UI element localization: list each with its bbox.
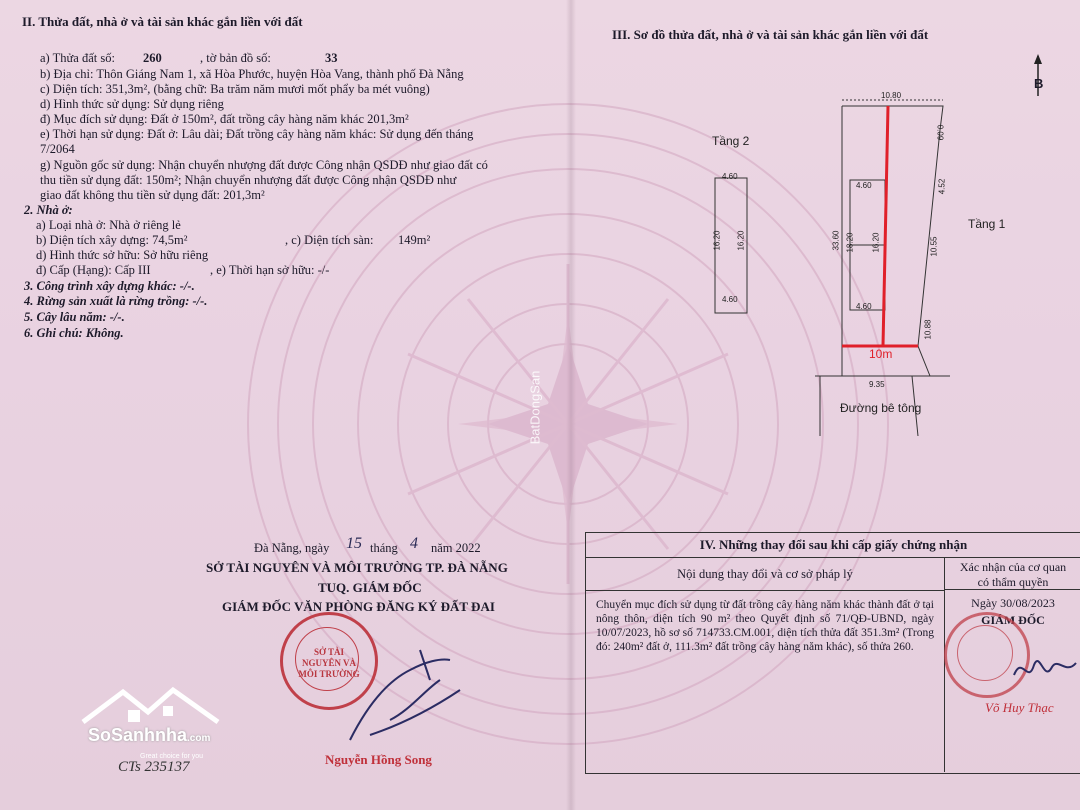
dim-left-total: 33.60: [831, 230, 841, 251]
built-area: b) Diện tích xây dựng: 74,5m²: [36, 233, 188, 247]
col2-header-line1: Xác nhận của cơ quan: [959, 560, 1067, 574]
changes-col1-header: Nội dung thay đổi và cơ sở pháp lý: [586, 558, 944, 591]
f2-dim-right: 16.20: [736, 230, 746, 251]
signer-name: Nguyễn Hồng Song: [325, 752, 432, 767]
section-ii-title: II. Thửa đất, nhà ở và tài sản khác gắn liền với đất: [22, 14, 303, 29]
changes-title: IV. Những thay đổi sau khi cấp giấy chứng nhận: [586, 533, 1080, 558]
area: c) Diện tích: 351,3m², (bằng chữ: Ba trăm năm mươi mốt phẩy ba mét vuông): [40, 82, 430, 96]
dim-right-c: 10.88: [923, 319, 933, 340]
confirm-date: Ngày 30/08/2023: [971, 596, 1055, 610]
north-label: B: [1034, 76, 1044, 91]
office-director-title: GIÁM ĐỐC VĂN PHÒNG ĐĂNG KÝ ĐẤT ĐAI: [222, 599, 495, 614]
usage-form: d) Hình thức sử dụng: Sử dụng riêng: [40, 97, 224, 111]
floor-area-label: , c) Diện tích sàn:: [285, 233, 374, 247]
map-number: 33: [325, 51, 338, 65]
confirm-signer: Võ Huy Thạc: [985, 700, 1054, 715]
changes-content: Chuyển mục đích sử dụng từ đất trồng cây hàng năm khác thành đất ở tại nông thôn, diện tích 90 m² theo Quyết định số 71/QĐ-UBND, ngày 10/07/2023, hồ sơ số 714733.CM.001, diện tích thửa đất 351.3m² (Trong đó: 240m² đất ở, 111.3m² đất trồng cây hàng năm khác), số thửa 260.: [596, 599, 934, 653]
usage-term: e) Thời hạn sử dụng: Đất ở: Lâu dài; Đất trồng cây hàng năm khác: Sử dụng đến tháng: [40, 127, 474, 141]
map-label: , tờ bản đồ số:: [200, 51, 271, 65]
f2-dim-top: 4.60: [722, 172, 738, 181]
signing-year: năm 2022: [431, 541, 481, 555]
dim-inner-w-top: 4.60: [856, 181, 872, 190]
signing-day: 15: [346, 535, 362, 552]
house-logo-icon: [78, 684, 228, 729]
section-iii-title: III. Sơ đồ thửa đất, nhà ở và tài sản khác gắn liền với đất: [612, 27, 929, 42]
changes-col2-header: [945, 558, 1080, 590]
stamp-text: SỞ TÀI NGUYÊN VÀ MÔI TRƯỜNG: [298, 647, 360, 679]
changes-content-column: [586, 558, 945, 772]
address: b) Địa chỉ: Thôn Giáng Nam 1, xã Hòa Phước, huyện Hòa Vang, thành phố Đà Nẵng: [40, 67, 464, 81]
signing-month: 4: [410, 535, 418, 552]
dim-top: 10.80: [881, 91, 902, 100]
house-title: 2. Nhà ở:: [24, 203, 73, 217]
department-name: SỞ TÀI NGUYÊN VÀ MÔI TRƯỜNG TP. ĐÀ NẴNG: [206, 560, 508, 575]
dim-inner-w-bot: 4.60: [856, 302, 872, 311]
page-fold: [566, 0, 576, 810]
usage-purpose: đ) Mục đích sử dụng: Đất ở 150m², đất trồng cây hàng năm khác 201,3m²: [40, 112, 409, 126]
vertical-watermark: BatDongSan: [527, 370, 543, 445]
brand-name: [88, 725, 211, 746]
confirm-title: GIÁM ĐỐC: [981, 613, 1045, 627]
north-arrow-icon: [1028, 52, 1048, 98]
dim-right-b: 10.55: [929, 236, 939, 257]
perennial-trees: 5. Cây lâu năm: -/-.: [24, 310, 125, 324]
parcel-label: a) Thửa đất số:: [40, 51, 115, 65]
usage-origin: g) Nguồn gốc sử dụng: Nhận chuyển nhượng đất được Công nhận QSDĐ như giao đất có: [40, 158, 488, 172]
usage-origin-cont-1: thu tiền sử dụng đất: 150m²; Nhận chuyển nhượng đất được Công nhận QSDĐ như: [40, 173, 457, 187]
f2-dim-left: 16.20: [712, 230, 722, 251]
dim-inner-b: 16.20: [871, 232, 881, 253]
director-signature: [330, 640, 490, 750]
production-forest: 4. Rừng sản xuất là rừng trồng: -/-.: [24, 294, 208, 308]
usage-term-cont: 7/2064: [40, 142, 75, 156]
ownership-term: , e) Thời hạn sở hữu: -/-: [210, 263, 330, 277]
parcel-number: 260: [143, 51, 162, 65]
dim-right-top: 0.09: [935, 124, 945, 141]
floor2-label: Tầng 2: [712, 134, 750, 148]
col2-header-line2: có thẩm quyền: [977, 575, 1049, 589]
dim-bottom: 9.35: [869, 380, 885, 389]
f2-dim-bot: 4.60: [722, 295, 738, 304]
brand-main: SoSanhnha: [88, 725, 188, 745]
dim-right-a: 4.52: [937, 178, 947, 195]
tuq-title: TUQ. GIÁM ĐỐC: [318, 580, 422, 595]
width-label-red: 10m: [869, 347, 893, 361]
sosanhnha-logo: [78, 684, 228, 764]
ownership-form: d) Hình thức sở hữu: Sở hữu riêng: [36, 248, 209, 262]
house-type: a) Loại nhà ở: Nhà ở riêng lẻ: [36, 218, 181, 232]
floor1-label: Tầng 1: [968, 217, 1006, 231]
dim-inner-a: 18.20: [845, 232, 855, 253]
certificate-number: CTs 235137: [118, 759, 190, 775]
signing-month-label: tháng: [370, 541, 398, 555]
brand-tagline: Great choice for you: [140, 753, 204, 760]
house-grade: đ) Cấp (Hạng): Cấp III: [36, 263, 151, 277]
usage-origin-cont-2: giao đất không thu tiền sử dụng đất: 201,3m²: [40, 188, 265, 202]
floor-area: 149m²: [398, 233, 431, 247]
signing-place: Đà Nẵng, ngày: [254, 541, 330, 555]
other-construction: 3. Công trình xây dựng khác: -/-.: [24, 279, 195, 293]
confirm-signature: [1010, 645, 1080, 695]
road-label: Đường bê tông: [840, 401, 922, 415]
brand-suffix: .com: [187, 733, 211, 744]
notes: 6. Ghi chú: Không.: [24, 326, 124, 340]
